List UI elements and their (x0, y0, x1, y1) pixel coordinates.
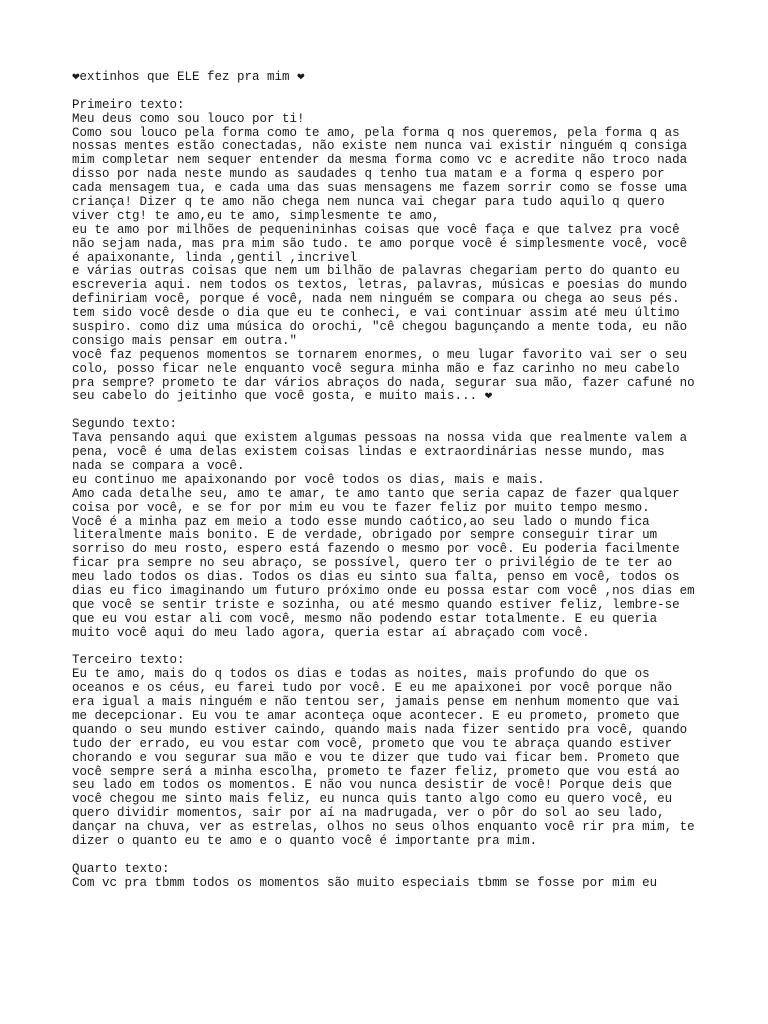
spacer (72, 641, 732, 655)
paragraph-line: sorriso do meu rosto, espero está fazendo o mesmo por você. Eu poderia facilmente (72, 542, 680, 557)
paragraph-line: Tava pensando aqui que existem algumas pessoas na nossa vida que realmente valem a (72, 431, 688, 446)
text-section (72, 99, 732, 405)
paragraph-line: Eu te amo, mais do q todos os dias e todas as noites, mais profundo do que os (72, 667, 650, 682)
paragraph-line: Meu deus como sou louco por ti! (72, 111, 305, 126)
paragraph-line: nossas mentes estão conectadas, não existe nem nunca vai existir ninguém q consiga (72, 139, 688, 154)
paragraph-line: nada se compara a você. (72, 458, 245, 473)
paragraph-line: mim completar nem sequer entender da mesma forma como vc e acredite não troco nada (72, 153, 688, 168)
paragraph-line: seu cabelo do jeitinho que você gosta, e muito mais... ❤ (72, 389, 493, 404)
paragraph-line: criança! Dizer q te amo não chega nem nunca vai chegar para tudo aquilo q quero (72, 195, 665, 210)
paragraph-line: escreveria aqui. nem todos os textos, letras, palavras, músicas e poesias do mundo (72, 278, 688, 293)
paragraph-line: dançar na chuva, ver as estrelas, olhos no seus olhos enquanto você rir pra mim, te (72, 820, 695, 835)
paragraph-line: eu continuo me apaixonando por você todos os dias, mais e mais. (72, 472, 545, 487)
paragraph-line: cada mensagem tua, e cada uma das suas mensagens me fazem sorrir como se fosse uma (72, 181, 688, 196)
paragraph-line: você sempre será a minha escolha, prometo te fazer feliz, prometo que vou está ao (72, 764, 680, 779)
paragraph-line: tem sido você desde o dia que eu te conheci, e vai continuar assim até meu último (72, 306, 680, 321)
document-title: ❤extinhos que ELE fez pra mim ❤ (72, 70, 305, 84)
paragraph-line: colo, posso ficar nele enquanto você segura minha mão e faz carinho no meu cabelo (72, 361, 680, 376)
spacer (72, 85, 732, 99)
paragraph-line: Você é a minha paz em meio a todo esse mundo caótico,ao seu lado o mundo fica (72, 514, 650, 529)
paragraph-line: consigo mais pensar em outra." (72, 333, 298, 348)
paragraph-line: coisa por você, e se for por mim eu vou te fazer feliz por muito tempo mesmo. (72, 500, 650, 515)
paragraph-line: seu lado em todos os momentos. E não vou nunca desistir de você! Porque deis que (72, 778, 673, 793)
paragraph-line: quando o seu mundo estiver caindo, quando mais nada fizer sentido pra você, quando (72, 722, 688, 737)
text-section (72, 863, 732, 891)
paragraph-line: e várias outras coisas que nem um bilhão de palavras chegariam perto do quanto eu (72, 264, 680, 279)
paragraph-line: chorando e vou segurar sua mão e vou te dizer que tudo vai ficar bem. Prometo que (72, 750, 680, 765)
paragraph-line: meu lado todos os dias. Todos os dias eu sinto sua falta, penso em você, todos os (72, 570, 680, 585)
text-section (72, 654, 732, 848)
paragraph-line: me decepcionar. Eu vou te amar aconteça oque acontecer. E eu prometo, prometo que (72, 708, 680, 723)
section-heading: Terceiro texto: (72, 653, 185, 668)
paragraph-line: literalmente mais bonito. E de verdade, obrigado por sempre conseguir tirar um (72, 528, 658, 543)
section-heading: Primeiro texto: (72, 97, 185, 112)
paragraph-line: dias eu fico imaginando um futuro próximo onde eu possa estar com você ,nos dias em (72, 583, 695, 598)
paragraph-line: viver ctg! te amo,eu te amo, simplesmente te amo, (72, 208, 440, 223)
paragraph-line: ficar pra sempre no seu abraço, se possível, quero ter o privilégio de te ter ao (72, 556, 673, 571)
paragraph-line: não sejam nada, mas pra mim são tudo. te amo porque você é simplesmente você, você (72, 236, 688, 251)
spacer (72, 404, 732, 418)
paragraph-line: suspiro. como diz uma música do orochi, "cê chegou bagunçando a mente toda, eu não (72, 320, 688, 335)
paragraph-line: que você se sentir triste e sozinha, ou até mesmo quando estiver feliz, lembre-se (72, 597, 680, 612)
spacer (72, 849, 732, 863)
section-heading: Quarto texto: (72, 861, 170, 876)
paragraph-line: tudo der errado, eu vou estar com você, prometo que vou te abraça quando estiver (72, 736, 673, 751)
paragraph-line: eu te amo por milhões de pequenininhas coisas que você faça e que talvez pra você (72, 222, 680, 237)
paragraph-line: é apaixonante, linda ,gentil ,incrivel (72, 250, 358, 265)
paragraph-line: definiriam você, porque é você, nada nem ninguém se compara ou chega ao seus pés. (72, 292, 680, 307)
paragraph-line: muito você aqui do meu lado agora, queria estar aí abraçado com você. (72, 625, 590, 640)
paragraph-line: oceanos e os céus, eu farei tudo por você. E eu me apaixonei por você porque não (72, 681, 673, 696)
paragraph-line: Amo cada detalhe seu, amo te amar, te amo tanto que seria capaz de fazer qualquer (72, 486, 680, 501)
paragraph-line: era igual a mais ninguém e não tentou ser, jamais pense em nenhum momento que vai (72, 695, 680, 710)
paragraph-line: que eu vou estar ali com você, mesmo não podendo estar totalmente. E eu queria (72, 611, 658, 626)
paragraph-line: Como sou louco pela forma como te amo, pela forma q nos queremos, pela forma q as (72, 125, 680, 140)
paragraph-line: você chegou me sinto mais feliz, eu nunca quis tanto algo como eu quero você, eu (72, 792, 673, 807)
paragraph-line: você faz pequenos momentos se tornarem enormes, o meu lugar favorito vai ser o seu (72, 347, 688, 362)
document-page (72, 71, 732, 891)
paragraph-line: pena, você é uma delas existem coisas lindas e extraordinárias nesse mundo, mas (72, 445, 665, 460)
document-body (72, 99, 732, 891)
paragraph-line: Com vc pra tbmm todos os momentos são muito especiais tbmm se fosse por mim eu (72, 875, 658, 890)
paragraph-line: disso por nada neste mundo as saudades q tenho tua matam e a forma q espero por (72, 167, 665, 182)
paragraph-line: dizer o quanto eu te amo e o quanto você é importante pra mim. (72, 833, 538, 848)
paragraph-line: quero dividir momentos, sair por aí na madrugada, ver o pôr do sol ao seu lado, (72, 806, 665, 821)
section-heading: Segundo texto: (72, 417, 178, 432)
text-section (72, 418, 732, 640)
paragraph-line: pra sempre? prometo te dar vários abraços do nada, segurar sua mão, fazer cafuné no (72, 375, 695, 390)
